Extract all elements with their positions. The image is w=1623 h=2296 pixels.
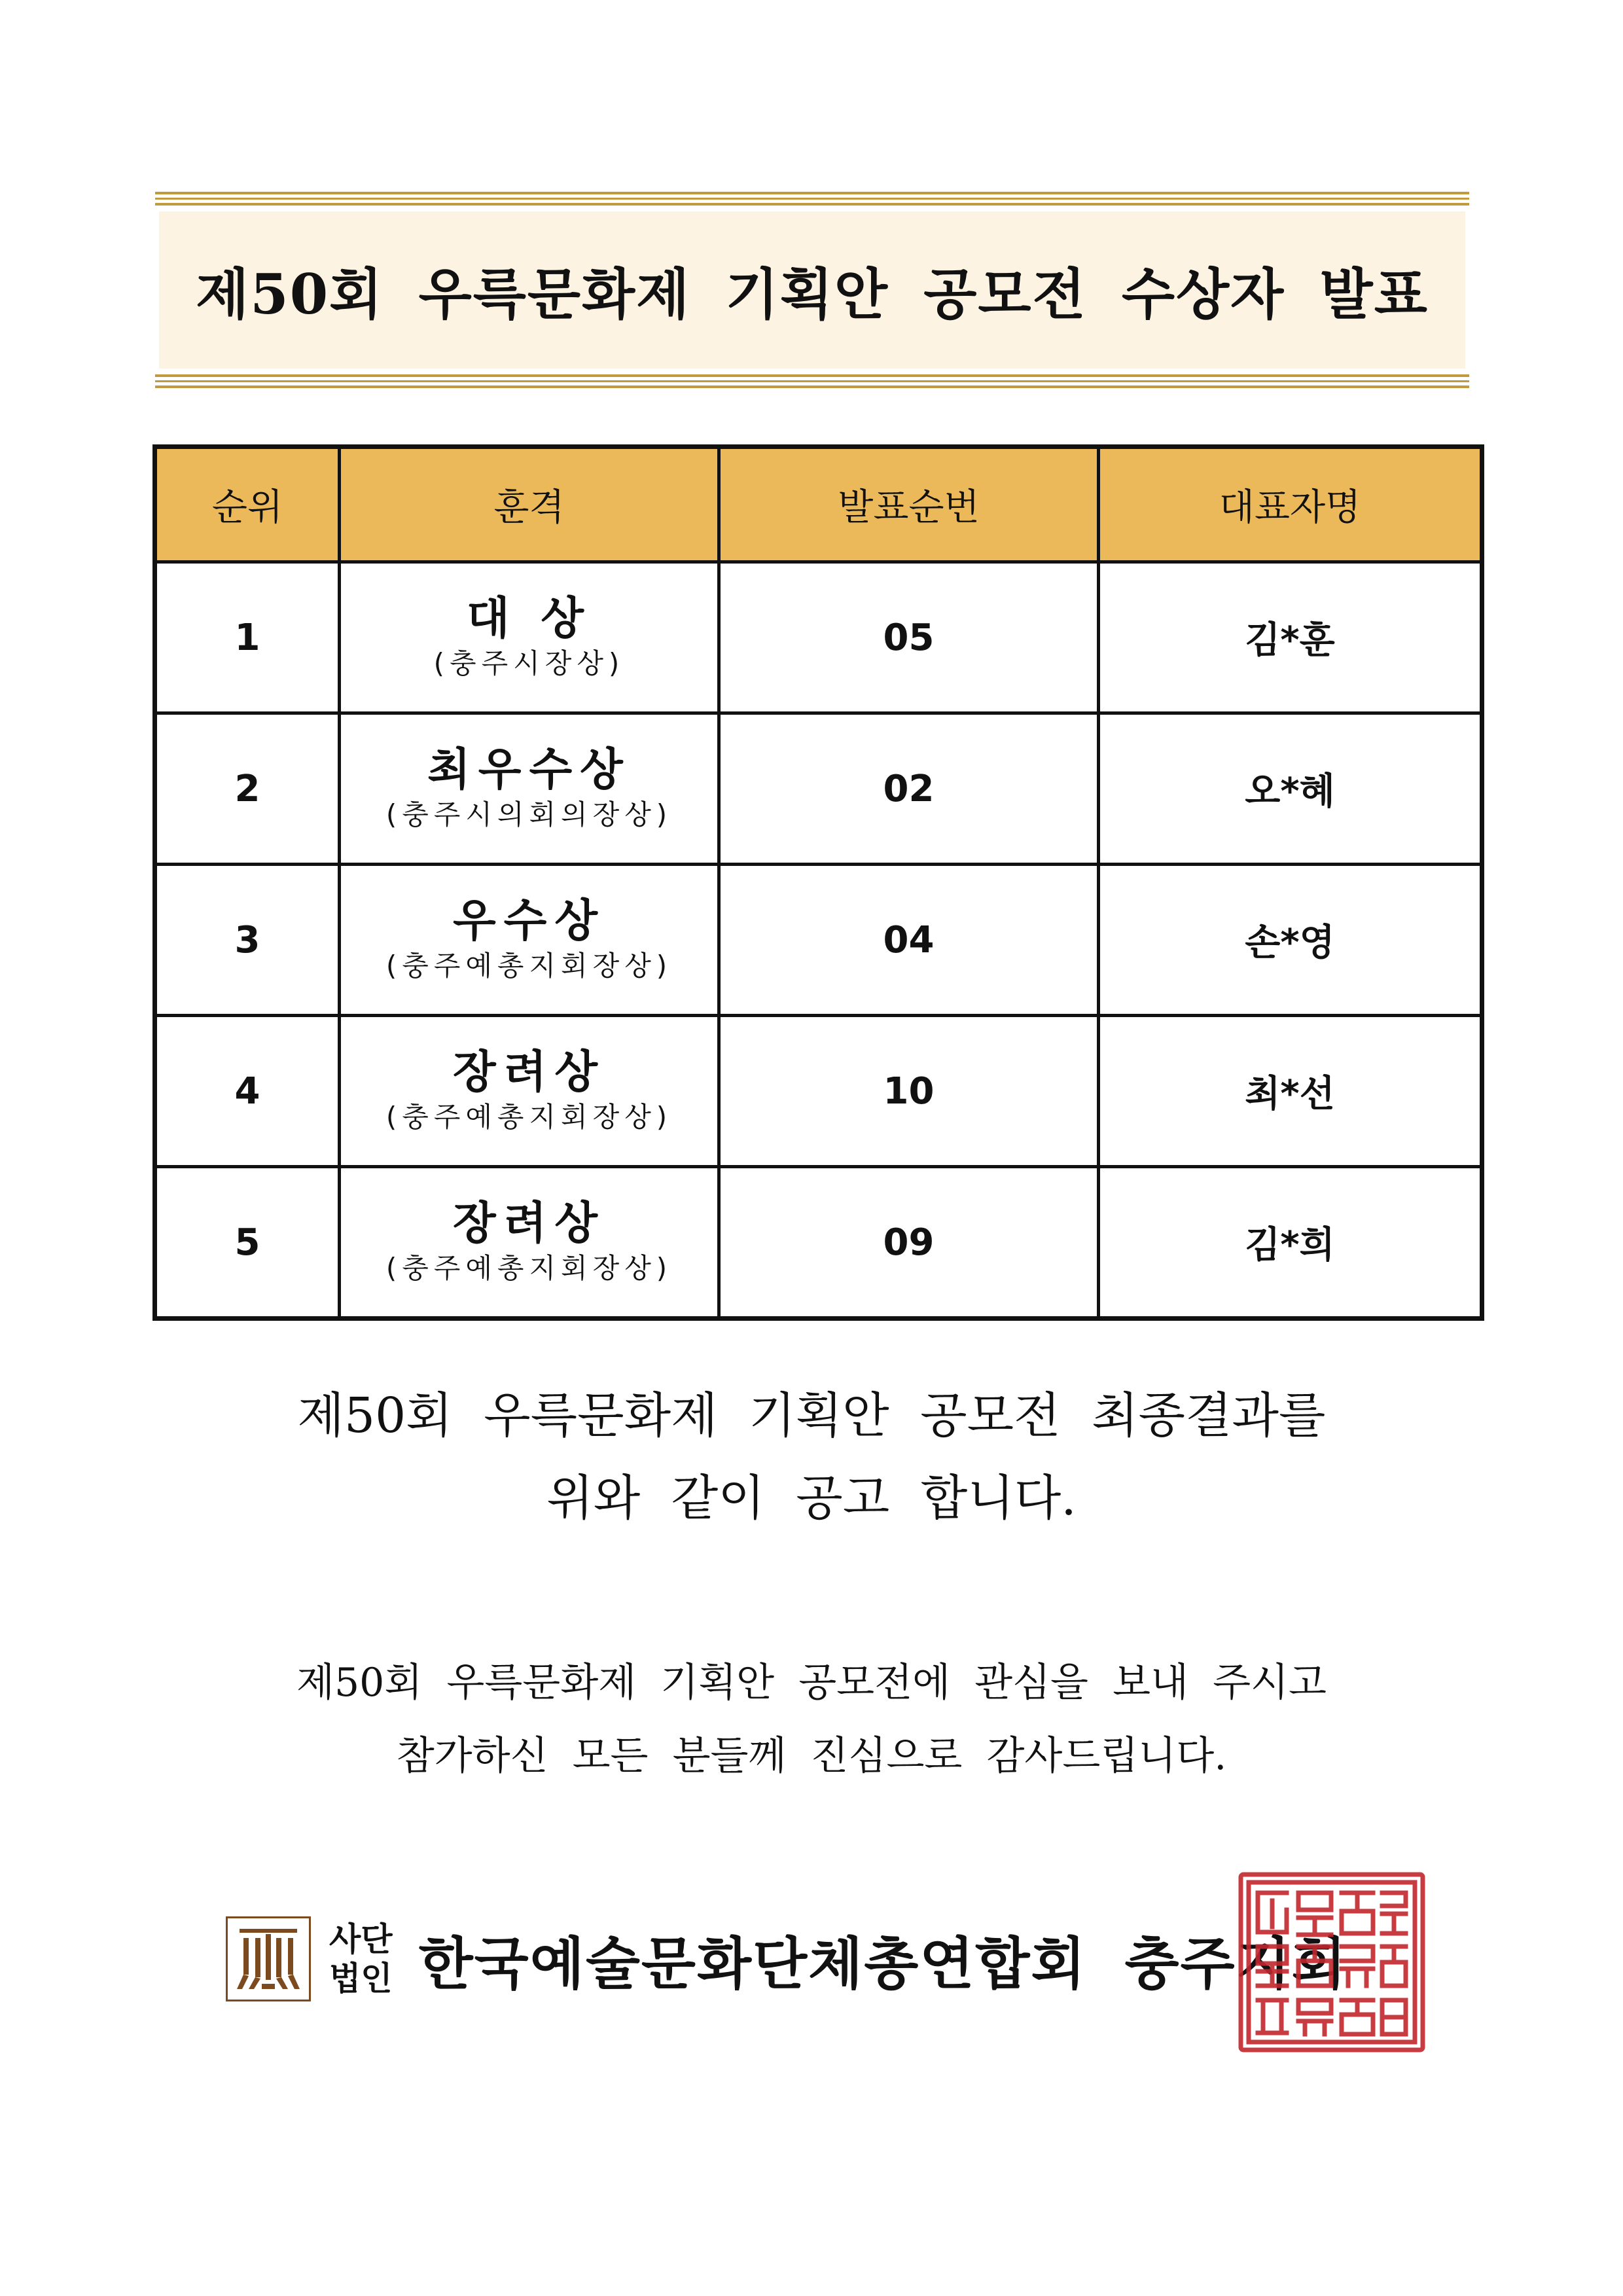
announcement-text <box>0 1374 1623 1539</box>
award-cell <box>340 1016 719 1167</box>
order-cell: 02 <box>719 713 1099 865</box>
organization-logo-icon <box>226 1916 311 2001</box>
name-cell: 오*혜 <box>1099 713 1482 865</box>
logo-glyph-icon <box>233 1924 304 1994</box>
order-cell: 09 <box>719 1167 1099 1319</box>
rank-cell: 1 <box>155 562 340 713</box>
award-title: 장려상 <box>452 1047 606 1098</box>
table-row <box>155 1016 1482 1167</box>
banner-box <box>159 211 1465 368</box>
rank-cell: 3 <box>155 865 340 1016</box>
announcement-line-1: 제50회 우륵문화제 기획안 공모전 최종결과를 <box>297 1388 1326 1444</box>
award-cell <box>340 1167 719 1319</box>
rank-cell: 5 <box>155 1167 340 1319</box>
award-cell <box>340 713 719 865</box>
announcement-line-2: 위와 같이 공고 합니다. <box>546 1470 1077 1526</box>
header-award: 훈격 <box>340 447 719 562</box>
rank-cell: 4 <box>155 1016 340 1167</box>
header-rank: 순위 <box>155 447 340 562</box>
banner-top-rule <box>155 192 1469 209</box>
header-name: 대표자명 <box>1099 447 1482 562</box>
award-cell <box>340 865 719 1016</box>
results-table <box>152 444 1484 1321</box>
name-cell: 손*영 <box>1099 865 1482 1016</box>
award-subtitle: (충주예총지회장상) <box>385 1101 673 1133</box>
order-cell: 05 <box>719 562 1099 713</box>
name-cell: 최*선 <box>1099 1016 1482 1167</box>
table-row <box>155 865 1482 1016</box>
page-title: 제50회 우륵문화제 기획안 공모전 수상자 발표 <box>196 261 1429 327</box>
name-cell: 김*희 <box>1099 1167 1482 1319</box>
award-subtitle: (충주예총지회장상) <box>385 950 673 982</box>
award-title: 우수상 <box>452 895 606 947</box>
corp-type-line-1: 사단 <box>329 1920 393 1958</box>
award-subtitle: (충주예총지회장상) <box>385 1252 673 1284</box>
award-cell <box>340 562 719 713</box>
official-seal-icon <box>1237 1871 1427 2054</box>
thanks-line-2: 참가하신 모든 분들께 진심으로 감사드립니다. <box>396 1733 1227 1779</box>
award-title: 대 상 <box>466 593 592 645</box>
thanks-text <box>0 1646 1623 1793</box>
corp-type-line-2: 법인 <box>329 1960 393 1998</box>
award-subtitle: (충주시의회의장상) <box>385 798 673 831</box>
rank-cell: 2 <box>155 713 340 865</box>
table-row <box>155 1167 1482 1319</box>
banner-bottom-rule <box>155 374 1469 388</box>
name-cell: 김*훈 <box>1099 562 1482 713</box>
header-order: 발표순번 <box>719 447 1099 562</box>
title-banner <box>155 192 1469 388</box>
order-cell: 10 <box>719 1016 1099 1167</box>
table-row <box>155 562 1482 713</box>
organization-name: 한국예술문화단체총연합회 충주지회 <box>418 1931 1347 1997</box>
award-title: 장려상 <box>452 1198 606 1249</box>
thanks-line-1: 제50회 우륵문화제 기획안 공모전에 관심을 보내 주시고 <box>296 1660 1327 1706</box>
order-cell: 04 <box>719 865 1099 1016</box>
award-title: 최우수상 <box>427 744 631 796</box>
table-row <box>155 713 1482 865</box>
corporation-type <box>329 1920 393 1998</box>
award-subtitle: (충주시장상) <box>433 647 625 679</box>
table-header-row <box>155 447 1482 562</box>
